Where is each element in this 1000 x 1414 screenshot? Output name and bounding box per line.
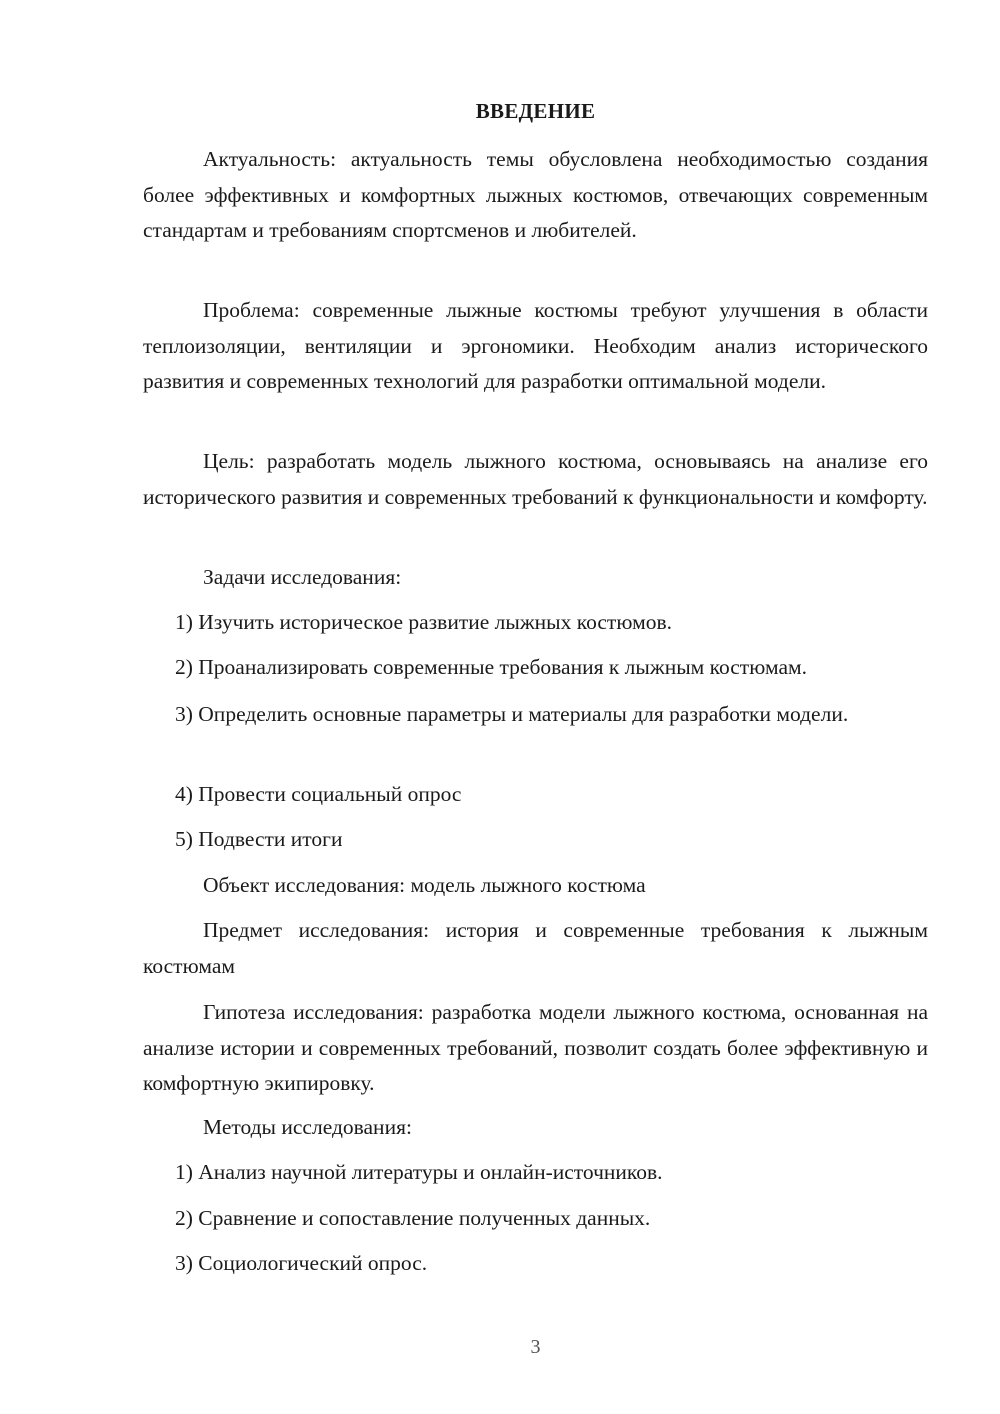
- task-item: 5) Подвести итоги: [175, 827, 343, 851]
- task-item: 1) Изучить историческое развитие лыжных костюмов.: [175, 610, 672, 634]
- page-title: ВВЕДЕНИЕ: [475, 99, 596, 123]
- tasks-heading: Задачи исследования:: [203, 565, 402, 589]
- relevance-paragraph: Актуальность: актуальность темы обусловлена необходимостью создания более эффективных и комфортных лыжных костюмов, отвечающих современным стандартам и требованиям спортсменов и любителей.: [143, 147, 928, 242]
- problem-paragraph: Проблема: современные лыжные костюмы требуют улучшения в области теплоизоляции, вентиляции и эргономики. Необходим анализ исторического развития и современных технологий для разработки оптимальной модели.: [143, 298, 928, 393]
- method-item: 2) Сравнение и сопоставление полученных данных.: [175, 1206, 651, 1230]
- hypothesis-paragraph: Гипотеза исследования: разработка модели лыжного костюма, основанная на анализе истории и современных требований, позволит создать более эффективную и комфортную экипировку.: [143, 1000, 928, 1095]
- methods-heading: Методы исследования:: [203, 1115, 412, 1139]
- task-item: 2) Проанализировать современные требования к лыжным костюмам.: [175, 655, 807, 679]
- method-item: 3) Социологический опрос.: [175, 1251, 428, 1275]
- task-item: 4) Провести социальный опрос: [175, 782, 462, 806]
- document-page: [143, 0, 928, 1414]
- subject-paragraph: Предмет исследования: история и современные требования к лыжным костюмам: [143, 918, 928, 978]
- task-item: 3) Определить основные параметры и материалы для разработки модели.: [175, 702, 849, 726]
- goal-paragraph: Цель: разработать модель лыжного костюма, основываясь на анализе его исторического развития и современных требований к функциональности и комфорту.: [143, 449, 928, 509]
- object-paragraph: Объект исследования: модель лыжного костюма: [203, 873, 646, 897]
- page-number: 3: [530, 1336, 541, 1358]
- method-item: 1) Анализ научной литературы и онлайн-источников.: [175, 1160, 663, 1184]
